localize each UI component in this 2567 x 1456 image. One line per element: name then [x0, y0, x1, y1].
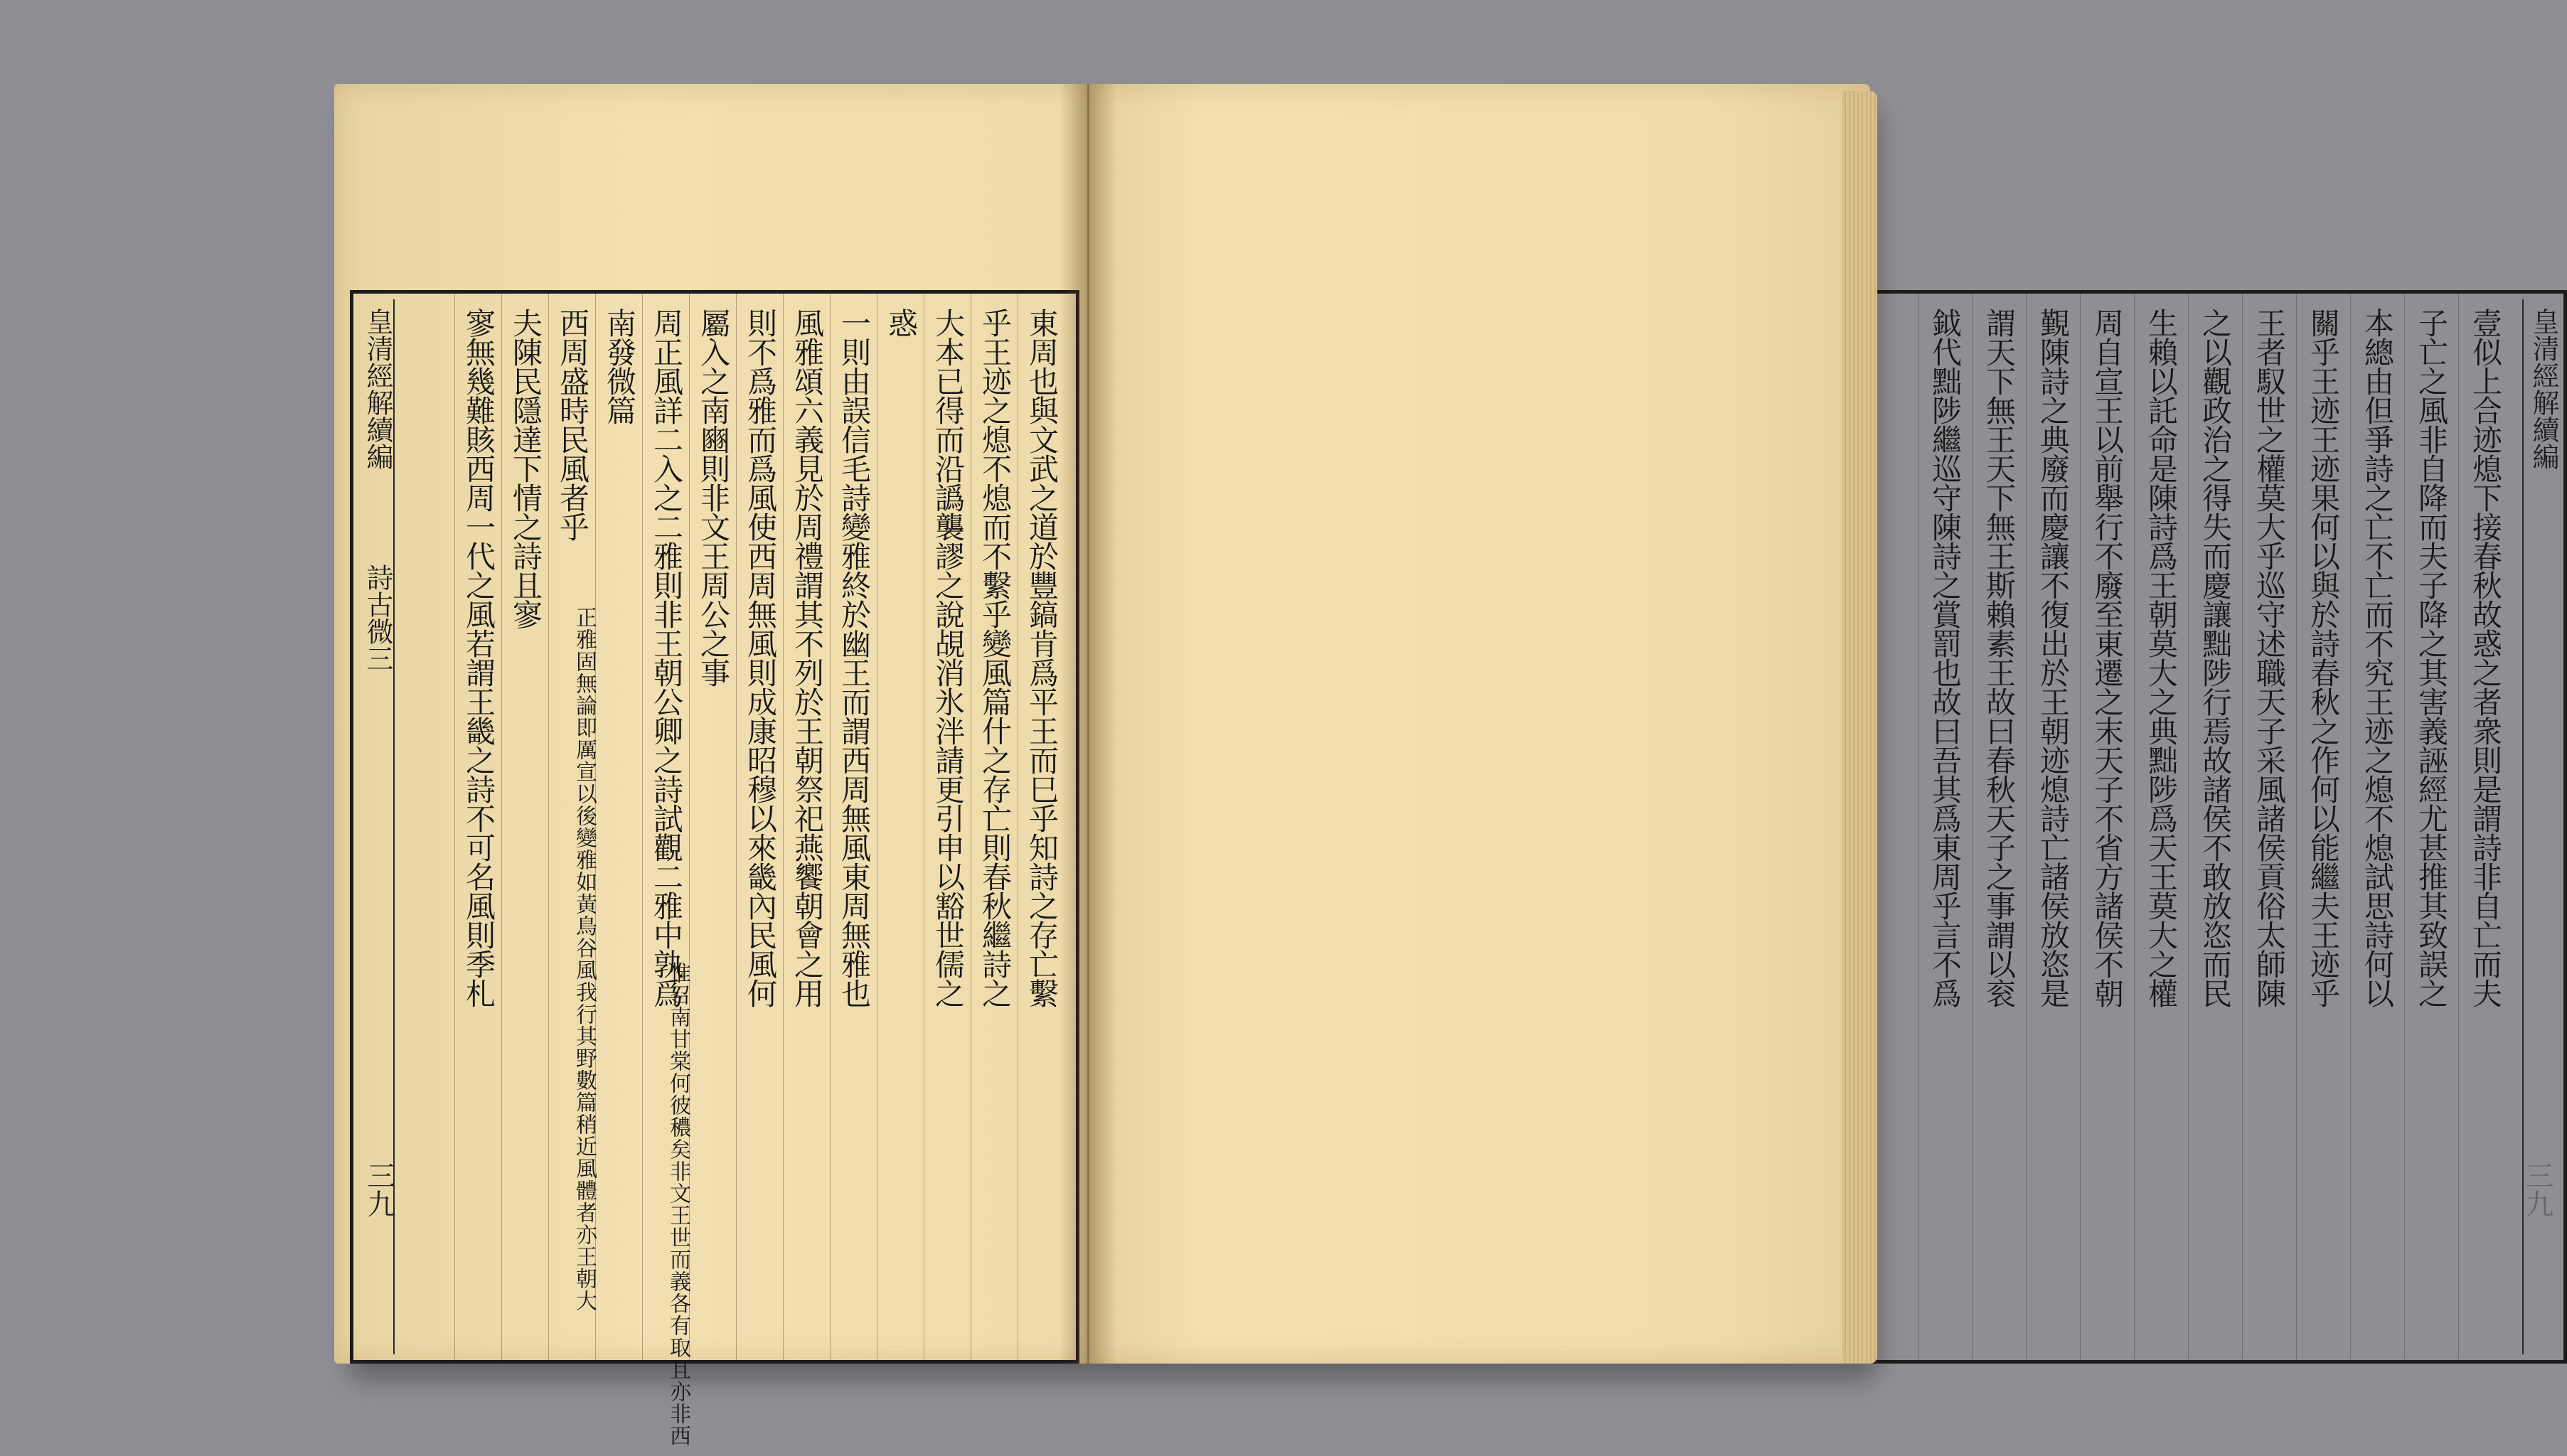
- column-rule: [642, 294, 643, 1360]
- column-rule: [2350, 294, 2351, 1360]
- right-page-frame: [1857, 290, 2567, 1364]
- banxin-title-right: 皇清經解續編: [2528, 308, 2559, 470]
- text-column: 之以觀政治之得失而慶讓黜陟行焉故諸侯不敢放恣而民: [2198, 308, 2233, 1007]
- column-rule: [501, 294, 502, 1360]
- column-rule: [1972, 294, 1973, 1360]
- text-column: 謂天下無王天下無王斯賴素王故曰春秋天子之事謂以衮: [1982, 308, 2017, 1007]
- column-rule: [830, 294, 831, 1360]
- text-column: 周正風詳二入之二雅則非王朝公卿之詩試觀二雅中孰爲: [649, 308, 684, 1007]
- text-column: 一則由誤信毛詩變雅終於幽王而謂西周無風東周無雅也: [837, 308, 872, 1007]
- text-column: 寥無幾難賅西周一代之風若謂王畿之詩不可名風則季札: [461, 308, 496, 1007]
- text-column: 王者馭世之權莫大乎巡守述職天子采風諸侯貢俗太師陳: [2252, 308, 2287, 1007]
- note-column: 正雅固無論即厲宣以後變雅如黃鳥谷風我行其野數篇稍近風體者亦王朝大: [572, 606, 597, 1312]
- left-page-frame: [350, 290, 1079, 1447]
- text-column: 東周也與文武之道於豐鎬肯爲平王而巳乎知詩之存亡繫: [1025, 308, 1060, 1007]
- text-column: 屬入之南豳則非文王周公之事: [696, 308, 731, 687]
- left-page: [334, 84, 1088, 1447]
- text-column: 西周盛時民風者乎: [555, 308, 590, 541]
- open-book: [334, 84, 2559, 1447]
- right-page: [1088, 84, 2559, 1364]
- text-column: 風雅頌六義見於周禮謂其不列於王朝祭祀燕饗朝會之用: [790, 308, 825, 1007]
- column-rule: [2404, 294, 2405, 1360]
- text-column: 南發微篇: [602, 308, 637, 424]
- banxin-title: 皇清經解續編: [362, 308, 393, 470]
- text-column: 則不爲雅而爲風使西周無風則成康昭穆以來畿內民風何: [743, 308, 778, 1007]
- banxin-subtitle: 詩古微三: [362, 564, 393, 672]
- column-rule: [2242, 294, 2243, 1360]
- column-rule: [2080, 294, 2081, 1360]
- text-column: 鉞代黜陟繼巡守陳詩之賞罰也故曰吾其爲東周乎言不爲: [1928, 308, 1963, 1007]
- page-edges: [1842, 91, 1877, 1364]
- text-column: 關乎王迹王迹果何以與於詩春秋之作何以能繼夫王迹乎: [2306, 308, 2341, 1007]
- text-column: 本總由但爭詩之亡不亡而不究王迹之熄不熄試思詩何以: [2360, 308, 2395, 1007]
- text-column: 大本已得而沿譌襲謬之說覘消氷泮請更引申以豁世儒之: [931, 308, 966, 1007]
- text-column: 周自宣王以前舉行不廢至東遷之末天子不省方諸侯不朝: [2090, 308, 2125, 1007]
- text-column: 壹似上合迹熄下接春秋故惑之者衆則是謂詩非自亡而夫: [2468, 308, 2503, 1007]
- column-rule: [548, 294, 549, 1360]
- page-number-right: 三九: [2521, 1161, 2553, 1218]
- text-column: 覲陳詩之典廢而慶讓不復出於王朝迹熄詩亡諸侯放恣是: [2036, 308, 2071, 1007]
- text-column: 生賴以託命是陳詩爲王朝莫大之典黜陟爲天王莫大之權: [2144, 308, 2179, 1007]
- column-rule: [2188, 294, 2189, 1360]
- text-column: 夫陳民隱達下情之詩且寥: [508, 308, 543, 628]
- note-column: 惟召南甘棠何彼穠矣非文王世而義各有取且亦非西: [666, 962, 690, 1447]
- page-number: 三九: [363, 1161, 395, 1218]
- text-column: 乎王迹之熄不熄而不繫乎變風篇什之存亡則春秋繼詩之: [978, 308, 1013, 1007]
- column-rule: [736, 294, 737, 1360]
- column-rule: [2134, 294, 2135, 1360]
- column-rule: [2026, 294, 2027, 1360]
- book-gutter: [1060, 84, 1116, 1364]
- text-column: 子亡之風非自降而夫子降之其害義誣經尤甚推其致誤之: [2414, 308, 2449, 1007]
- column-rule: [454, 294, 455, 1360]
- text-column: 惑: [884, 308, 919, 337]
- column-rule: [783, 294, 784, 1360]
- column-rule: [2296, 294, 2297, 1360]
- column-rule: [2458, 294, 2459, 1360]
